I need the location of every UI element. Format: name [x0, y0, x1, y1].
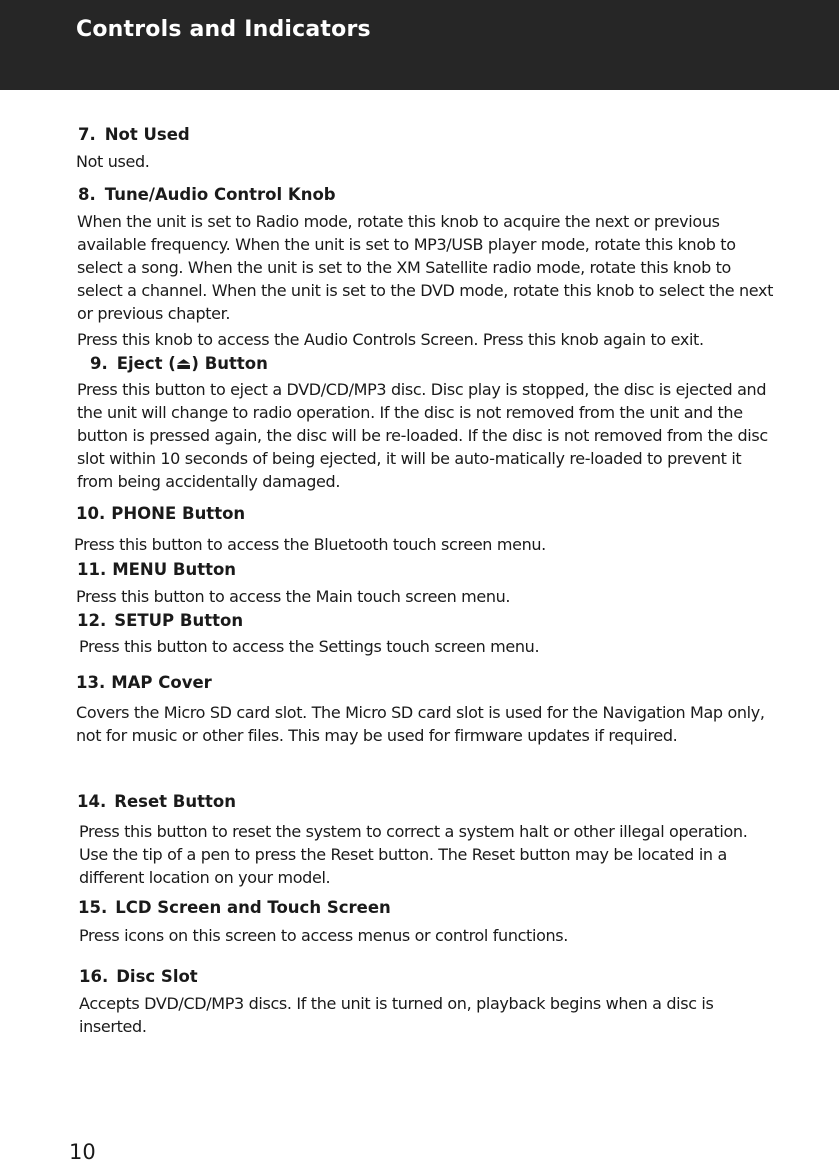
section-paragraph: Press this button to access the Settings touch screen menu.: [79, 637, 540, 656]
section-title: Reset Button: [114, 792, 236, 811]
section-paragraph: Press this button to reset the system to correct a system halt or other illegal operation. Use the tip of a pen to press the Reset button. The Reset button may be located in a different location on your model.: [79, 822, 748, 887]
section-body: [79, 820, 779, 889]
section-paragraph: Press this button to access the Bluetooth touch screen menu.: [74, 535, 546, 554]
section-paragraph: Covers the Micro SD card slot. The Micro SD card slot is used for the Navigation Map only, not for music or other files. This may be used for firmware updates if required.: [76, 703, 765, 745]
section-title: PHONE Button: [111, 504, 246, 523]
section-number: 14.: [77, 792, 107, 811]
page-title: Controls and Indicators: [76, 17, 371, 42]
section-body: [76, 150, 776, 173]
section-body: [79, 992, 784, 1038]
section-title: MENU Button: [112, 560, 237, 579]
section-title: Eject (⏏) Button: [116, 354, 268, 373]
section-paragraph: Accepts DVD/CD/MP3 discs. If the unit is turned on, playback begins when a disc is inserted.: [79, 994, 714, 1036]
section-heading: [78, 898, 391, 918]
section-title: Disc Slot: [116, 967, 198, 986]
section-paragraph: Press this knob to access the Audio Controls Screen. Press this knob again to exit.: [77, 330, 704, 349]
section-body: [76, 701, 766, 747]
section-body: [79, 635, 779, 658]
section-number: 16.: [79, 967, 109, 986]
section-paragraph: Not used.: [76, 152, 150, 171]
section-number: 13.: [76, 673, 106, 692]
section-title: Tune/Audio Control Knob: [104, 185, 336, 204]
section-heading: [79, 967, 198, 987]
section-title: MAP Cover: [111, 673, 212, 692]
section-title: SETUP Button: [114, 611, 244, 630]
section-body: [77, 210, 777, 351]
section-heading: [78, 185, 336, 205]
section-number: 7.: [78, 125, 96, 144]
section-heading: [90, 354, 268, 374]
section-number: 10.: [76, 504, 106, 523]
section-heading: [77, 611, 243, 631]
section-heading: [77, 792, 236, 812]
section-heading: [76, 504, 245, 524]
section-heading: [78, 125, 190, 145]
section-heading: [76, 673, 212, 693]
header-bar: [0, 0, 839, 90]
section-paragraph: When the unit is set to Radio mode, rotate this knob to acquire the next or previous available frequency. When the unit is set to MP3/USB player mode, rotate this knob to select a song. When the unit is set to the XM Satellite radio mode, rotate this knob to select a channel. When the unit is set to the DVD mode, rotate this knob to select the next or previous chapter.: [77, 212, 774, 323]
section-title: Not Used: [104, 125, 190, 144]
section-number: 8.: [78, 185, 96, 204]
section-body: [76, 585, 776, 608]
section-body: [74, 533, 774, 556]
page-number: 10: [69, 1140, 96, 1164]
section-body: [77, 378, 777, 493]
section-paragraph: Press icons on this screen to access menus or control functions.: [79, 926, 569, 945]
section-body: [79, 924, 779, 947]
section-title: LCD Screen and Touch Screen: [115, 898, 391, 917]
section-number: 15.: [78, 898, 108, 917]
section-number: 9.: [90, 354, 108, 373]
section-number: 11.: [77, 560, 107, 579]
section-heading: [77, 560, 236, 580]
section-number: 12.: [77, 611, 107, 630]
section-paragraph: Press this button to access the Main touch screen menu.: [76, 587, 511, 606]
section-paragraph: Press this button to eject a DVD/CD/MP3 disc. Disc play is stopped, the disc is ejected and the unit will change to radio operation. If the disc is not removed from the unit and the button is pressed again, the disc will be re-loaded. If the disc is not removed from the disc slot within 10 seconds of being ejected, it will be auto-matically re-loaded to prevent it from being accidentally damaged.: [77, 380, 768, 491]
